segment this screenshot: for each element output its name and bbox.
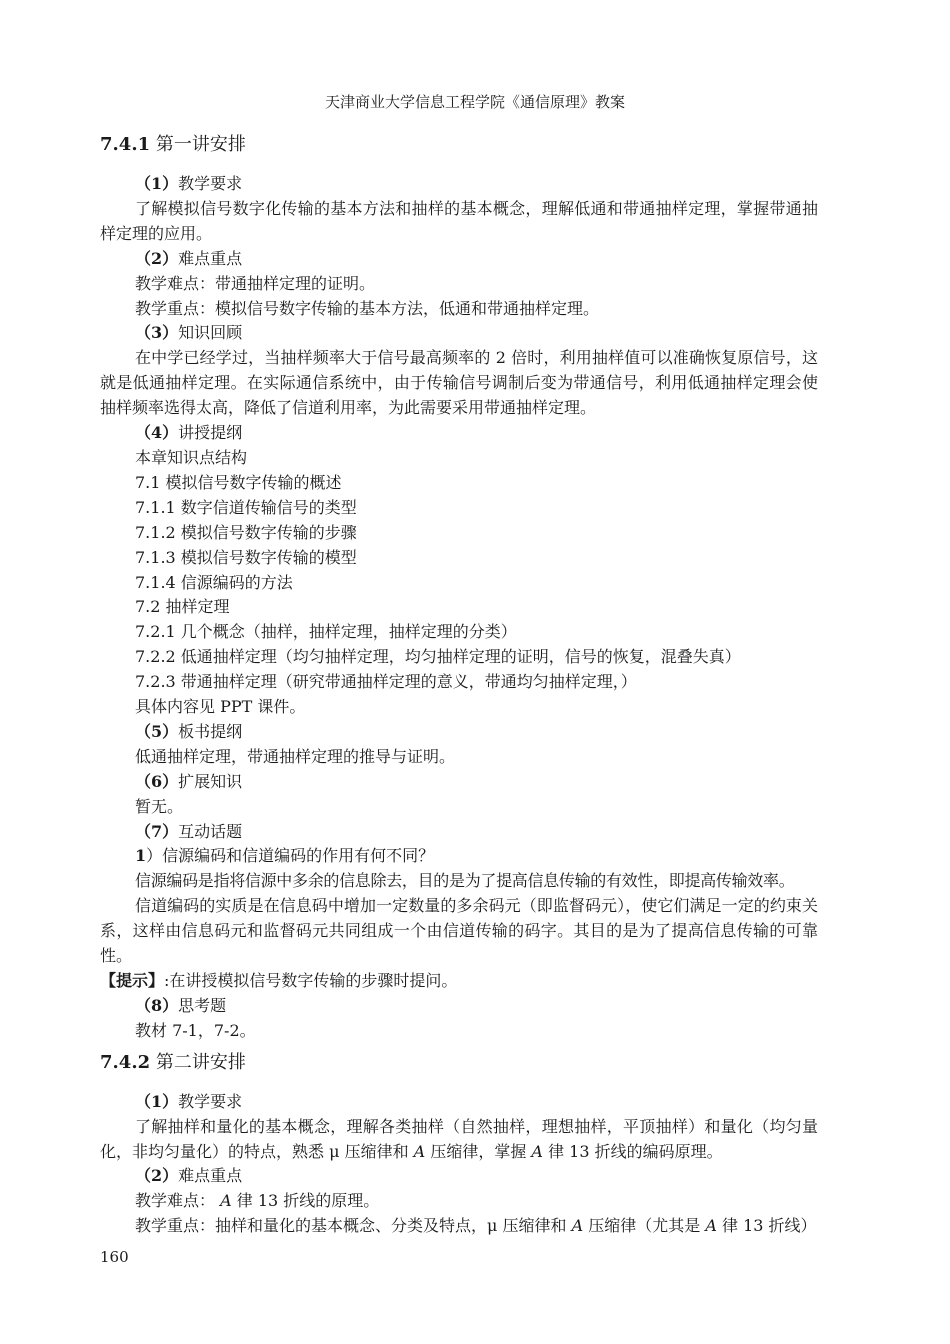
page-number: 160 [100, 1248, 129, 1266]
outline-line: 本章知识点结构 [135, 447, 248, 467]
review-text: 在中学已经学过，当抽样频率大于信号最高频率的 2 倍时，利用抽样值可以准确恢复原信号，这就是低通抽样定理。在实际通信系统中，由于传输信号调制后变为带通信号，利用低通抽样定理会使抽样频率选得太高，降低了信道利用率，为此需要采用带通抽样定理。 [100, 348, 818, 418]
answer-text-2: 信道编码的实质是在信息码中增加一定数量的多余码元（即监督码元），使它们满足一定的约束关系，这样由信息码元和监督码元共同组成一个由信道传输的码字。其目的是为了提高信息传输的可靠性。 [100, 896, 818, 966]
outline-line: 7.1.2 模拟信号数字传输的步骤 [135, 522, 357, 542]
page-header: 天津商业大学信息工程学院《通信原理》教案 [324, 93, 625, 111]
outline-line: 具体内容见 PPT 课件。 [135, 697, 306, 717]
section-title: 第一讲安排 [150, 134, 246, 155]
item-heading-exercises: （8）思考题 [135, 995, 227, 1015]
key-point: 教学重点：模拟信号数字传输的基本方法，低通和带通抽样定理。 [135, 298, 600, 318]
key-point-2: 教学重点：抽样和量化的基本概念、分类及特点，μ 压缩律和 A 压缩律（尤其是 A 律 13 折线） [135, 1216, 817, 1236]
item-heading-key-points: （2）难点重点 [135, 248, 243, 268]
item-heading-review: （3）知识回顾 [135, 323, 243, 343]
outline-line: 7.1 模拟信号数字传输的概述 [135, 472, 342, 492]
answer-text-1: 信源编码是指将信源中多余的信息除去，目的是为了提高信息传输的有效性，即提高传输效率。 [135, 871, 795, 891]
outline-line: 7.2.3 带通抽样定理（研究带通抽样定理的意义，带通均匀抽样定理，） [135, 672, 637, 692]
item-heading-outline: （4）讲授提纲 [135, 423, 243, 443]
outline-line: 7.1.1 数字信道传输信号的类型 [135, 497, 357, 517]
section-heading-7-4-2 [100, 1050, 818, 1076]
item-heading-extension: （6）扩展知识 [135, 771, 243, 791]
hint-text: 【提示】:在讲授模拟信号数字传输的步骤时提问。 [100, 971, 458, 990]
outline-line: 7.2.2 低通抽样定理（均匀抽样定理，均匀抽样定理的证明，信号的恢复，混叠失真） [135, 647, 741, 667]
exercises-text: 教材 7-1，7-2。 [135, 1020, 256, 1040]
requirements-text: 了解模拟信号数字化传输的基本方法和抽样的基本概念，理解低通和带通抽样定理，掌握带通抽样定理的应用。 [100, 198, 818, 243]
item-heading-key-points-2: （2）难点重点 [135, 1166, 243, 1186]
requirements-text-2: 了解抽样和量化的基本概念，理解各类抽样（自然抽样，理想抽样，平顶抽样）和量化（均匀量化，非均匀量化）的特点，熟悉 μ 压缩律和 A 压缩律，掌握 A 律 13 折线的编码原理。 [100, 1116, 818, 1161]
question-text: 1）信源编码和信道编码的作用有何不同？ [135, 846, 435, 866]
difficult-point-2: 教学难点： A 律 13 折线的原理。 [135, 1191, 380, 1211]
section-number: 7.4.1 [100, 134, 151, 155]
difficult-point: 教学难点：带通抽样定理的证明。 [135, 273, 376, 293]
page-content [100, 132, 818, 1239]
extension-text: 暂无。 [135, 796, 184, 816]
item-heading-interactive: （7）互动话题 [135, 821, 243, 841]
outline-line: 7.2 抽样定理 [135, 597, 230, 617]
section-title: 第二讲安排 [150, 1051, 246, 1073]
item-heading-board: （5）板书提纲 [135, 721, 243, 741]
item-heading-requirements-2: （1）教学要求 [135, 1091, 243, 1111]
outline-line: 7.2.1 几个概念（抽样，抽样定理，抽样定理的分类） [135, 622, 517, 642]
section-number: 7.4.2 [100, 1051, 151, 1073]
outline-line: 7.1.3 模拟信号数字传输的模型 [135, 547, 357, 567]
outline-line: 7.1.4 信源编码的方法 [135, 572, 293, 592]
item-heading-requirements: （1）教学要求 [135, 174, 243, 193]
section-heading-7-4-1 [100, 132, 818, 158]
board-text: 低通抽样定理，带通抽样定理的推导与证明。 [135, 746, 456, 766]
